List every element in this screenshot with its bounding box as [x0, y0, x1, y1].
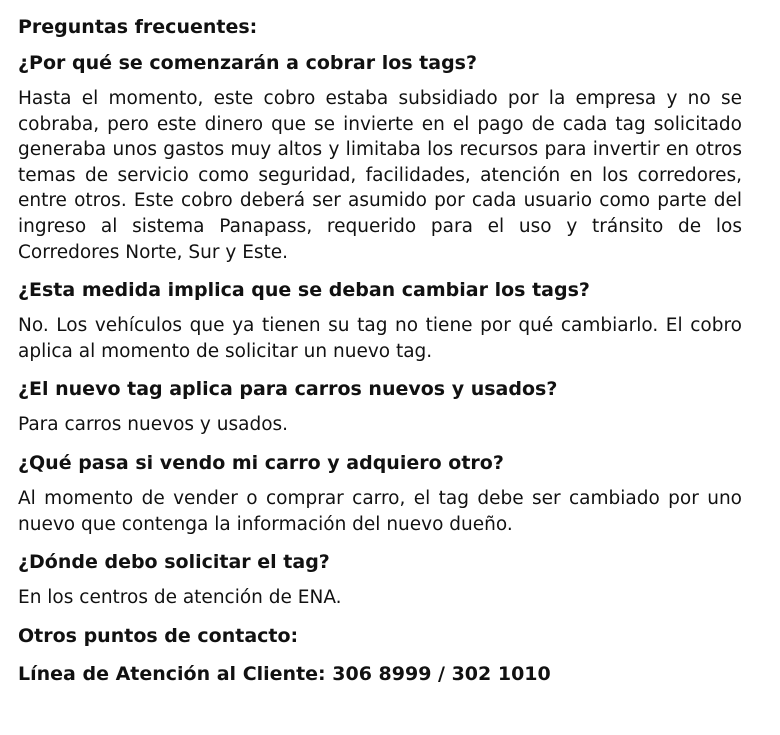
faq-document: [18, 14, 742, 699]
faq-question-1: ¿Por qué se comenzarán a cobrar los tags?: [18, 52, 478, 74]
faq-question-5: ¿Dónde debo solicitar el tag?: [18, 551, 330, 574]
faq-item-5: [18, 549, 742, 611]
faq-item-4: [18, 450, 742, 537]
faq-answer-1: Hasta el momento, este cobro estaba subsidiado por la empresa y no se cobraba, pero este dinero que se invierte en el pago de cada tag solicitado generaba unos gastos muy altos y limitaba los recursos para invertir en otros temas de servicio como seguridad, facilidades, atención en los corredores, entre otros. Este cobro deberá ser asumido por cada usuario como parte del ingreso al sistema Panapass, requerido para el uso y tránsito de los Corredores Norte, Sur y Este.: [18, 88, 742, 263]
page-title: Preguntas frecuentes:: [18, 16, 258, 38]
contact-phone-line: Línea de Atención al Cliente: 306 8999 / 302 1010: [18, 662, 551, 685]
faq-answer-3: Para carros nuevos y usados.: [18, 414, 289, 436]
faq-question-3: ¿El nuevo tag aplica para carros nuevos y usados?: [18, 378, 558, 401]
faq-answer-4: Al momento de vender o comprar carro, el tag debe ser cambiado por uno nuevo que contenga la información del nuevo dueño.: [18, 487, 742, 535]
faq-item-2: [18, 277, 742, 364]
faq-item-3: [18, 376, 742, 438]
faq-answer-5: En los centros de atención de ENA.: [18, 587, 342, 609]
contact-title: Otros puntos de contacto:: [18, 624, 299, 647]
faq-item-1: [18, 50, 742, 265]
faq-question-4: ¿Qué pasa si vendo mi carro y adquiero otro?: [18, 451, 504, 474]
contact-section: [18, 623, 742, 687]
faq-answer-2: No. Los vehículos que ya tienen su tag no tiene por qué cambiarlo. El cobro aplica al momento de solicitar un nuevo tag.: [18, 315, 742, 362]
faq-question-2: ¿Esta medida implica que se deban cambiar los tags?: [18, 279, 590, 302]
